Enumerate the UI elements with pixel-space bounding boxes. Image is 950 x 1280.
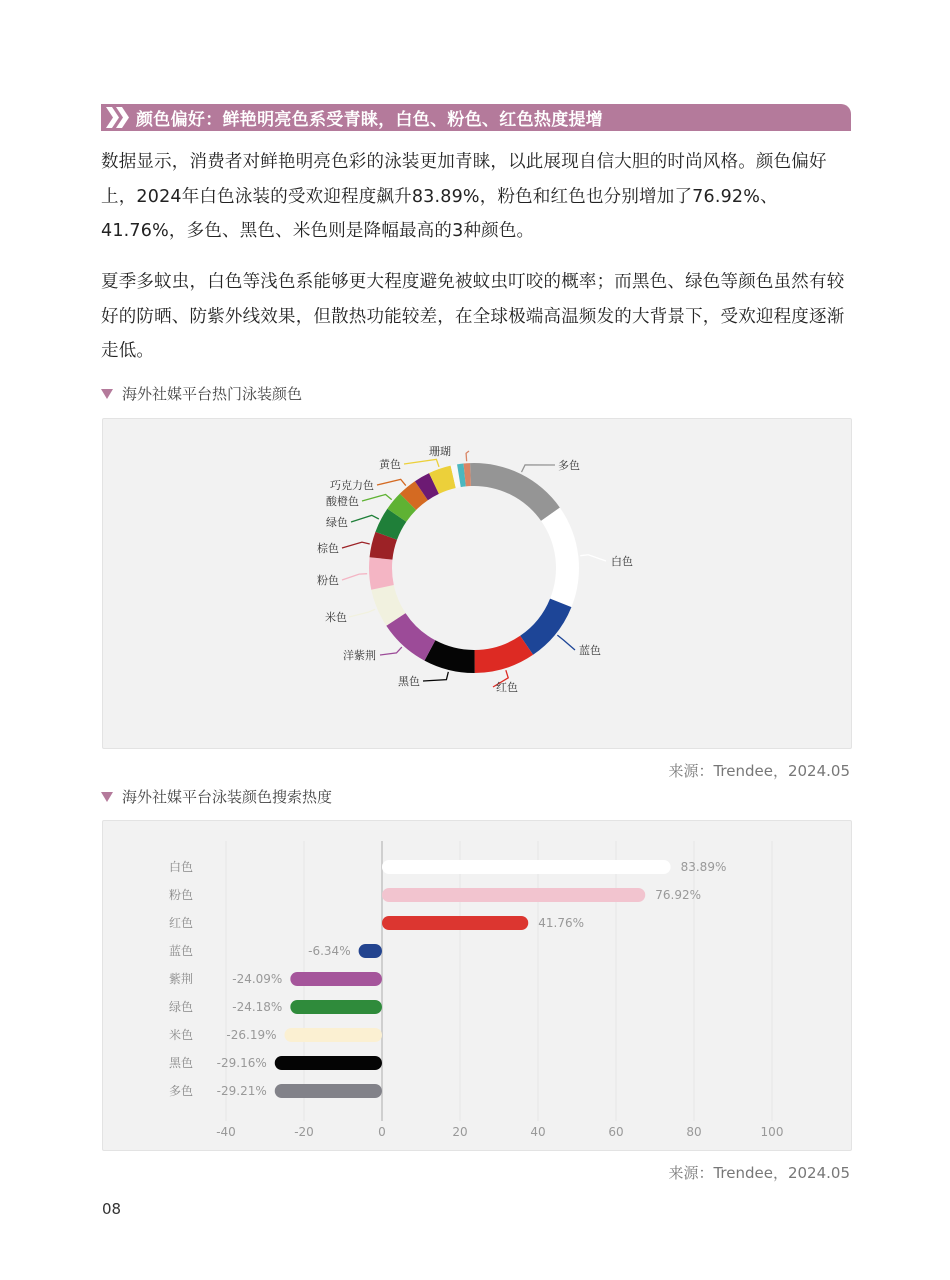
x-tick-label: 80: [686, 1125, 702, 1139]
callout-line: [377, 479, 406, 485]
donut-segment: [369, 557, 394, 589]
donut-label: 黑色: [398, 675, 420, 688]
page-number: 08: [102, 1200, 122, 1218]
paragraph-1: 数据显示，消费者对鲜艳明亮色彩的泳装更加青睐，以此展现自信大胆的时尚风格。颜色偏好上，2024年白色泳装的受欢迎程度飙升83.89%，粉色和红色也分别增加了76.92%、41.76%，多色、黑色、米色则是降幅最高的3种颜色。: [101, 152, 827, 241]
callout-line: [362, 495, 392, 501]
callout-line: [342, 542, 370, 548]
category-label: 绿色: [169, 1000, 194, 1014]
chart2-source: 来源：Trendee，2024.05: [668, 1164, 850, 1182]
data-label: -29.21%: [216, 1084, 267, 1098]
category-label: 米色: [169, 1028, 194, 1042]
chart1-title-text: 海外社媒平台热门泳装颜色: [122, 385, 303, 403]
data-label: 41.76%: [538, 916, 585, 930]
bar: [290, 1000, 382, 1014]
donut-label: 珊瑚: [429, 445, 451, 458]
chart1-title: [101, 383, 302, 404]
callout-line: [557, 635, 575, 650]
donut-label: 白色: [611, 555, 633, 568]
donut-label: 酸橙色: [326, 495, 359, 508]
data-label: 83.89%: [680, 860, 727, 874]
callout-line: [380, 647, 402, 655]
chart2-title-text: 海外社媒平台泳装颜色搜索热度: [122, 788, 333, 806]
x-tick-label: 40: [530, 1125, 546, 1139]
donut-label: 蓝色: [579, 644, 601, 657]
donut-label: 黄色: [379, 458, 401, 471]
category-label: 紫荆: [169, 972, 194, 986]
data-label: -6.34%: [308, 944, 351, 958]
section-title: 颜色偏好：鲜艳明亮色系受青睐，白色、粉色、红色热度提增: [136, 110, 604, 130]
x-tick-label: -20: [294, 1125, 314, 1139]
callout-line: [342, 574, 367, 580]
double-chevron-icon: [103, 104, 133, 131]
donut-chart: [103, 419, 851, 748]
donut-label: 多色: [558, 459, 580, 472]
donut-segment: [520, 599, 571, 655]
category-label: 白色: [169, 860, 194, 874]
callout-line: [580, 555, 606, 561]
data-label: -24.18%: [232, 1000, 283, 1014]
chart1-source: 来源：Trendee，2024.05: [668, 762, 850, 780]
callout-line: [404, 459, 439, 467]
bar: [382, 860, 671, 874]
bar: [382, 916, 528, 930]
category-label: 黑色: [169, 1056, 194, 1070]
bar: [275, 1084, 382, 1098]
chart2-title: [101, 786, 332, 807]
callout-line: [349, 609, 375, 617]
x-tick-label: 0: [378, 1125, 386, 1139]
category-label: 蓝色: [169, 944, 194, 958]
bar: [285, 1028, 383, 1042]
category-label: 红色: [169, 916, 194, 930]
section-header: [101, 104, 851, 131]
paragraph-2: 夏季多蚊虫，白色等浅色系能够更大程度避免被蚊虫叮咬的概率；而黑色、绿色等颜色虽然有较好的防晒、防紫外线效果，但散热功能较差，在全球极端高温频发的大背景下，受欢迎程度逐渐走低。: [101, 272, 845, 361]
donut-label: 绿色: [326, 516, 348, 529]
bar-chart: [103, 821, 851, 1150]
donut-segment: [541, 508, 579, 608]
triangle-marker-icon: [101, 389, 113, 399]
bar: [359, 944, 382, 958]
donut-label: 棕色: [317, 542, 339, 555]
data-label: -24.09%: [232, 972, 283, 986]
callout-line: [351, 515, 379, 522]
callout-line: [423, 672, 448, 681]
category-label: 粉色: [169, 888, 194, 902]
bar: [290, 972, 382, 986]
x-tick-label: 20: [452, 1125, 468, 1139]
donut-label: 巧克力色: [330, 479, 374, 492]
donut-label: 洋紫荆: [343, 649, 376, 662]
donut-label: 红色: [496, 681, 518, 694]
x-tick-label: -40: [216, 1125, 236, 1139]
donut-chart-panel: [102, 418, 852, 749]
data-label: -29.16%: [216, 1056, 267, 1070]
bar: [382, 888, 645, 902]
donut-label: 粉色: [317, 574, 339, 587]
x-tick-label: 100: [760, 1125, 784, 1139]
bar-chart-panel: [102, 820, 852, 1151]
data-label: -26.19%: [226, 1028, 277, 1042]
callout-line: [522, 465, 555, 472]
bar: [275, 1056, 382, 1070]
callout-line: [466, 451, 469, 461]
x-tick-label: 60: [608, 1125, 624, 1139]
data-label: 76.92%: [655, 888, 702, 902]
category-label: 多色: [169, 1084, 194, 1098]
triangle-marker-icon: [101, 792, 113, 802]
donut-segment: [470, 463, 560, 521]
donut-label: 米色: [325, 611, 347, 624]
